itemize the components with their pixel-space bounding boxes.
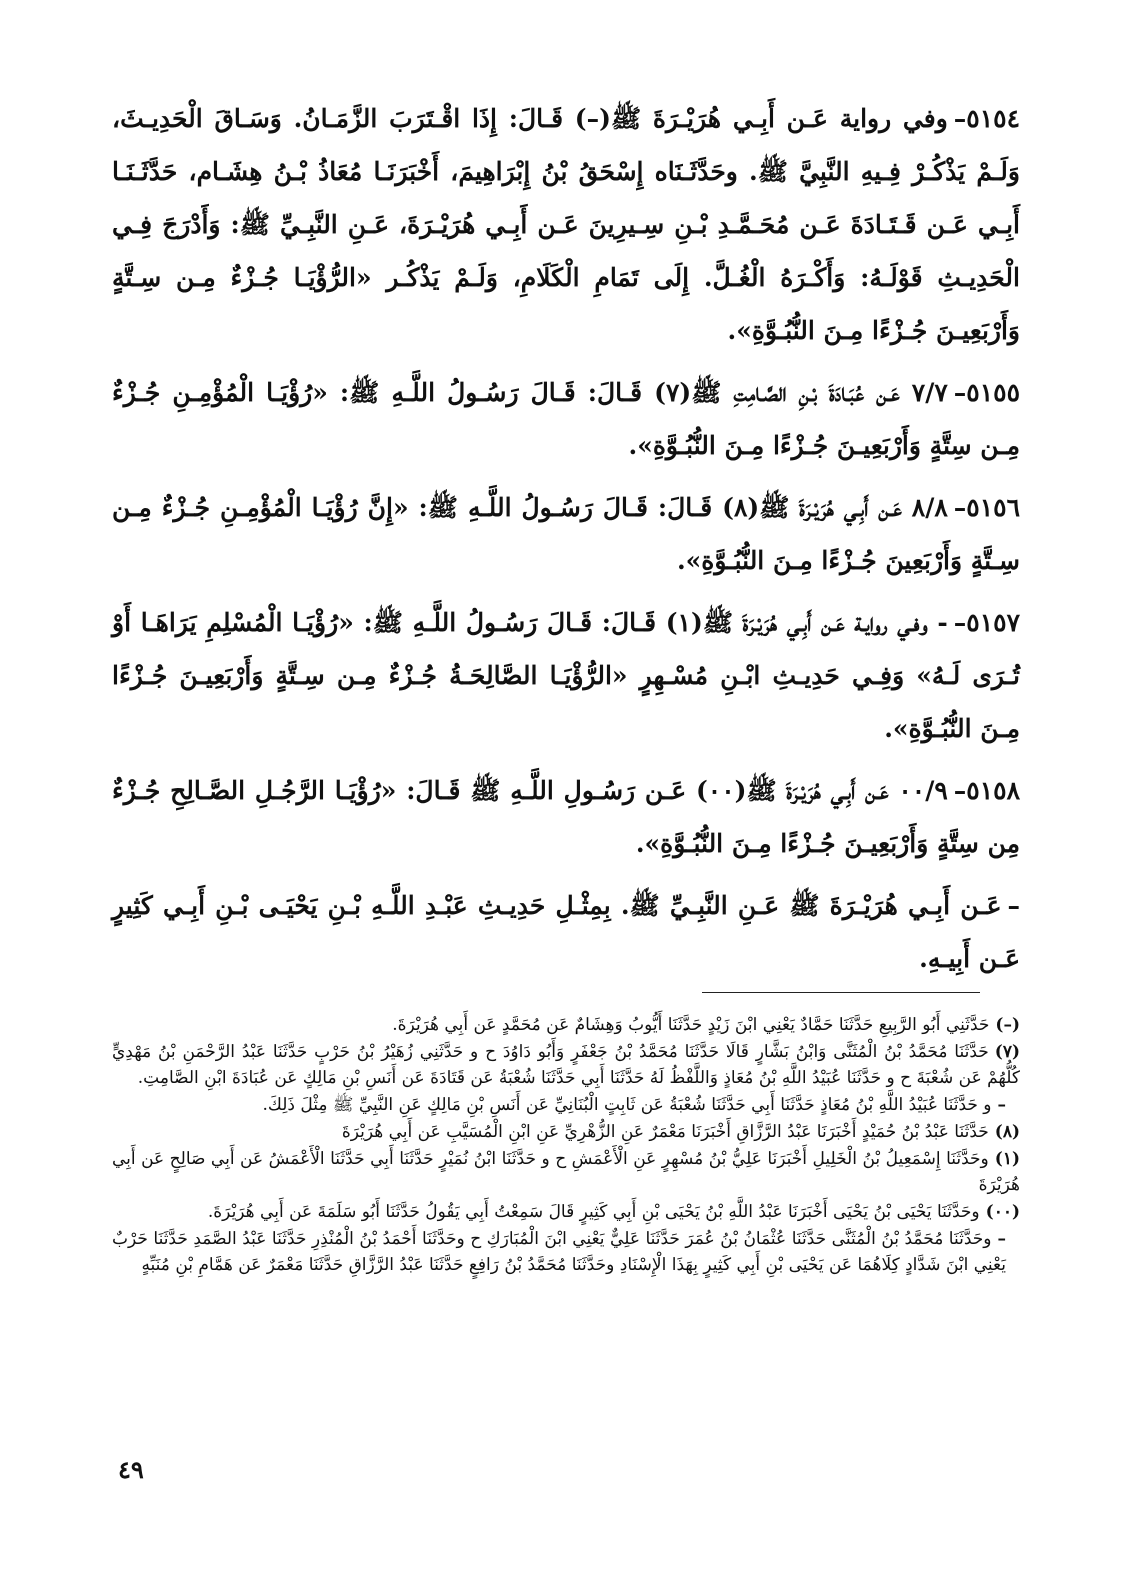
footnote [112,1039,1020,1091]
footnote-mark: (٠٠) [985,1202,1020,1222]
footnote-mark: (١) [994,1149,1020,1169]
hadith-number: – [1007,891,1020,920]
footnote-text: وحَدَّثَنَا إِسْمَعِيلُ بْنُ الْخَلِيلِ أَخْبَرَنَا عَلِيُّ بْنُ مُسْهِرٍ عَنِ الْأَعْمَشِ ح و حَدَّثَنَا ابْنُ نُمَيْرٍ حَدَّثَنَا أَبِي حَدَّثَنَا الْأَعْمَشُ عَن أَبِي صَالِحٍ عَن أَبِي هُرَيْرَةَ [112,1149,1020,1195]
footnote-mark: (٨) [994,1122,1020,1142]
hadith-5158 [112,764,1020,870]
footnote-separator [702,992,980,993]
hadith-text: ٠٠/٩ عَـن أَبِـي هُرَيْـرَةَ ﷺ(٠٠) عَـن رَسُـولِ اللَّـهِ ﷺ قَـالَ: «رُؤْيَـا الرَّجُـلِ الصَّـالِحِ جُـزْءٌ مِن سِتَّةٍ وَأَرْبَعِيـنَ جُـزْءًا مِـنَ النُّبُـوَّةِ». [112,776,1020,858]
hadith-text: ٧/٧ عَـن عُبَـادَةَ بْـنِ الصَّـامِتِ ﷺ(٧) قَـالَ: قَـالَ رَسُـولُ اللَّـهِ ﷺ: «رُؤْيَـا الْمُؤْمِـنِ جُـزْءٌ مِـن سِتَّةٍ وَأَرْبَعِيـنَ جُـزْءًا مِـنَ النُّبُـوَّةِ». [112,378,1020,460]
hadith-text: وفي رواية عَـن أَبِـي هُرَيْـرَةَ ﷺ(–) قَـالَ: إِذَا اقْـتَرَبَ الزَّمَـانُ. وَسَـاقَ الْحَدِيـثَ، وَلَـمْ يَذْكُـرْ فِـيهِ النَّبِيَّ ﷺ. وحَدَّثَـنَاه إِسْحَقُ بْنُ إِبْرَاهِيمَ، أَخْبَرَنَـا مُعَاذُ بْـنُ هِشَـام، حَدَّثَـنَـا أَبِـي عَـن قَـتَـادَةَ عَـن مُحَـمَّـدِ بْـنِ سِـيرِينَ عَـن أَبِـي هُرَيْـرَةَ، عَـنِ النَّبِـيِّ ﷺ: وَأَدْرَجَ فِـي الْحَدِيـثِ قَوْلَـهُ: وَأَكْـرَهُ الْغُـلَّ. إِلَى تَمَامِ الْكَلَامِ، وَلَـمْ يَذْكُـر «الرُّؤْيَـا جُـزْءٌ مِـن سِـتَّةٍ وَأَرْبَعِيـنَ جُـزْءًا مِـنَ النُّبُـوَّةِ». [112,104,1020,345]
footnote [112,1226,1020,1278]
hadith-text: عَـن أَبِـي هُرَيْـرَةَ ﷺ عَـنِ النَّبِـيِّ ﷺ. بِمِثْـلِ حَدِيـثِ عَبْـدِ اللَّـهِ بْـنِ يَحْيَـى بْـنِ أَبِـي كَثِيرٍ عَـن أَبِيـهِ. [112,891,1020,973]
footnote-text: و حَدَّثَنَا عُبَيْدُ اللَّهِ بْنُ مُعَاذٍ حَدَّثَنَا أَبِي حَدَّثَنَا شُعْبَةُ عَن ثَابِتٍ الْبُنَانِيِّ عَن أَنَسِ بْنِ مَالِكٍ عَنِ النَّبِيِّ ﷺ مِثْلَ ذَلِكَ. [262,1095,992,1115]
hadith-number: ٥١٥٧– [953,608,1020,637]
footnote [112,1092,1020,1118]
footnote-mark: (٧) [994,1042,1020,1062]
hadith-5154 [112,92,1020,357]
hadith-5156 [112,481,1020,587]
hadith-text: ٨/٨ عَـن أَبِـي هُرَيْـرَةَ ﷺ(٨) قَـالَ: قَـالَ رَسُـولُ اللَّـهِ ﷺ: «إِنَّ رُؤْيَـا الْمُؤْمِـنِ جُـزْءٌ مِـن سِـتَّةٍ وَأَرْبَعِينَ جُـزْءًا مِـنَ النُّبُـوَّةِ». [112,493,1020,575]
footnote [112,1146,1020,1198]
footnote-mark: (–) [995,1015,1020,1035]
footnote-text: حَدَّثَنَا مُحَمَّدُ بْنُ الْمُثَنَّى وَابْنُ بَشَّارٍ قَالَا حَدَّثَنَا مُحَمَّدُ بْنُ جَعْفَرٍ وَأَبُو دَاوُدَ ح و حَدَّثَنِي زُهَيْرُ بْنُ حَرْبٍ حَدَّثَنَا عَبْدُ الرَّحْمَنِ بْنُ مَهْدِيٍّ كُلُّهُمْ عَن شُعْبَةَ ح و حَدَّثَنَا عُبَيْدُ اللَّهِ بْنُ مُعَاذٍ وَاللَّفْظُ لَهُ حَدَّثَنَا أَبِي حَدَّثَنَا شُعْبَةُ عَن قَتَادَةَ عَن أَنَسِ بْنِ مَالِكٍ عَن عُبَادَةَ ابْنِ الصَّامِتِ. [112,1042,1020,1088]
hadith-number: ٥١٥٥– [953,378,1020,407]
footnote-text: وحَدَّثَنَا مُحَمَّدُ بْنُ الْمُثَنَّى حَدَّثَنَا عُثْمَانُ بْنُ عُمَرَ حَدَّثَنَا عَلِيٌّ يَعْنِي ابْنَ الْمُبَارَكِ ح وحَدَّثَنَا أَحْمَدُ بْنُ الْمُنْذِرِ حَدَّثَنَا عَبْدُ الصَّمَدِ حَدَّثَنَا حَرْبٌ يَعْنِي ابْنَ شَدَّادٍ كِلَاهُمَا عَن يَحْيَى بْنِ أَبِي كَثِيرٍ بِهَذَا الْإِسْنَادِ وحَدَّثَنَا مُحَمَّدُ بْنُ رَافِعٍ حَدَّثَنَا عَبْدُ الرَّزَّاقِ حَدَّثَنَا مَعْمَرٌ عَن هَمَّامِ بْنِ مُنَبِّهٍ [112,1229,1006,1275]
hadith-5157 [112,596,1020,755]
hadith-body [112,92,1020,994]
hadith-number: ٥١٥٤– [953,104,1020,133]
footnote-text: حَدَّثَنَا عَبْدُ بْنُ حُمَيْدٍ أَخْبَرَنَا عَبْدُ الرَّزَّاقِ أَخْبَرَنَا مَعْمَرٌ عَنِ الزُّهْرِيِّ عَنِ ابْنِ الْمُسَيَّبِ عَن أَبِي هُرَيْرَةَ [341,1122,989,1142]
hadith-number: ٥١٥٦– [953,493,1020,522]
footnote-text: حَدَّثَنِي أَبُو الرَّبِيعِ حَدَّثَنَا حَمَّادٌ يَعْنِي ابْنَ زَيْدٍ حَدَّثَنَا أَيُّوبُ وَهِشَامٌ عَن مُحَمَّدٍ عَن أَبِي هُرَيْرَةَ. [392,1015,990,1035]
hadith-text: - وفـي روايـة عَـن أَبِـي هُرَيْـرَةَ ﷺ(١) قَـالَ: قَـالَ رَسُـولُ اللَّـهِ ﷺ: «رُؤْيَـا الْمُسْلِمِ يَرَاهَـا أَوْ تُـرَى لَـهُ» وَفِـي حَدِيـثِ ابْـنِ مُسْـهِرٍ «الرُّؤْيَـا الصَّالِحَـةُ جُـزْءٌ مِـن سِـتَّةٍ وَأَرْبَعِيـنَ جُـزْءًا مِـنَ النُّبُـوَّةِ». [112,608,1020,743]
hadith-number: ٥١٥٨– [953,776,1020,805]
hadith-5155 [112,366,1020,472]
footnote [112,1199,1020,1225]
footnote [112,1119,1020,1145]
footnotes [112,1012,1020,1279]
footnote [112,1012,1020,1038]
hadith-5158-variant [112,879,1020,985]
footnote-mark: – [997,1229,1006,1249]
page-number: ٤٩ [118,1455,144,1484]
footnote-mark: – [997,1095,1006,1115]
footnote-text: وحَدَّثَنَا يَحْيَى بْنُ يَحْيَى أَخْبَرَنَا عَبْدُ اللَّهِ بْنُ يَحْيَى بْنِ أَبِي كَثِيرٍ قَالَ سَمِعْتُ أَبِي يَقُولُ حَدَّثَنَا أَبُو سَلَمَةَ عَن أَبِي هُرَيْرَةَ. [207,1202,980,1222]
